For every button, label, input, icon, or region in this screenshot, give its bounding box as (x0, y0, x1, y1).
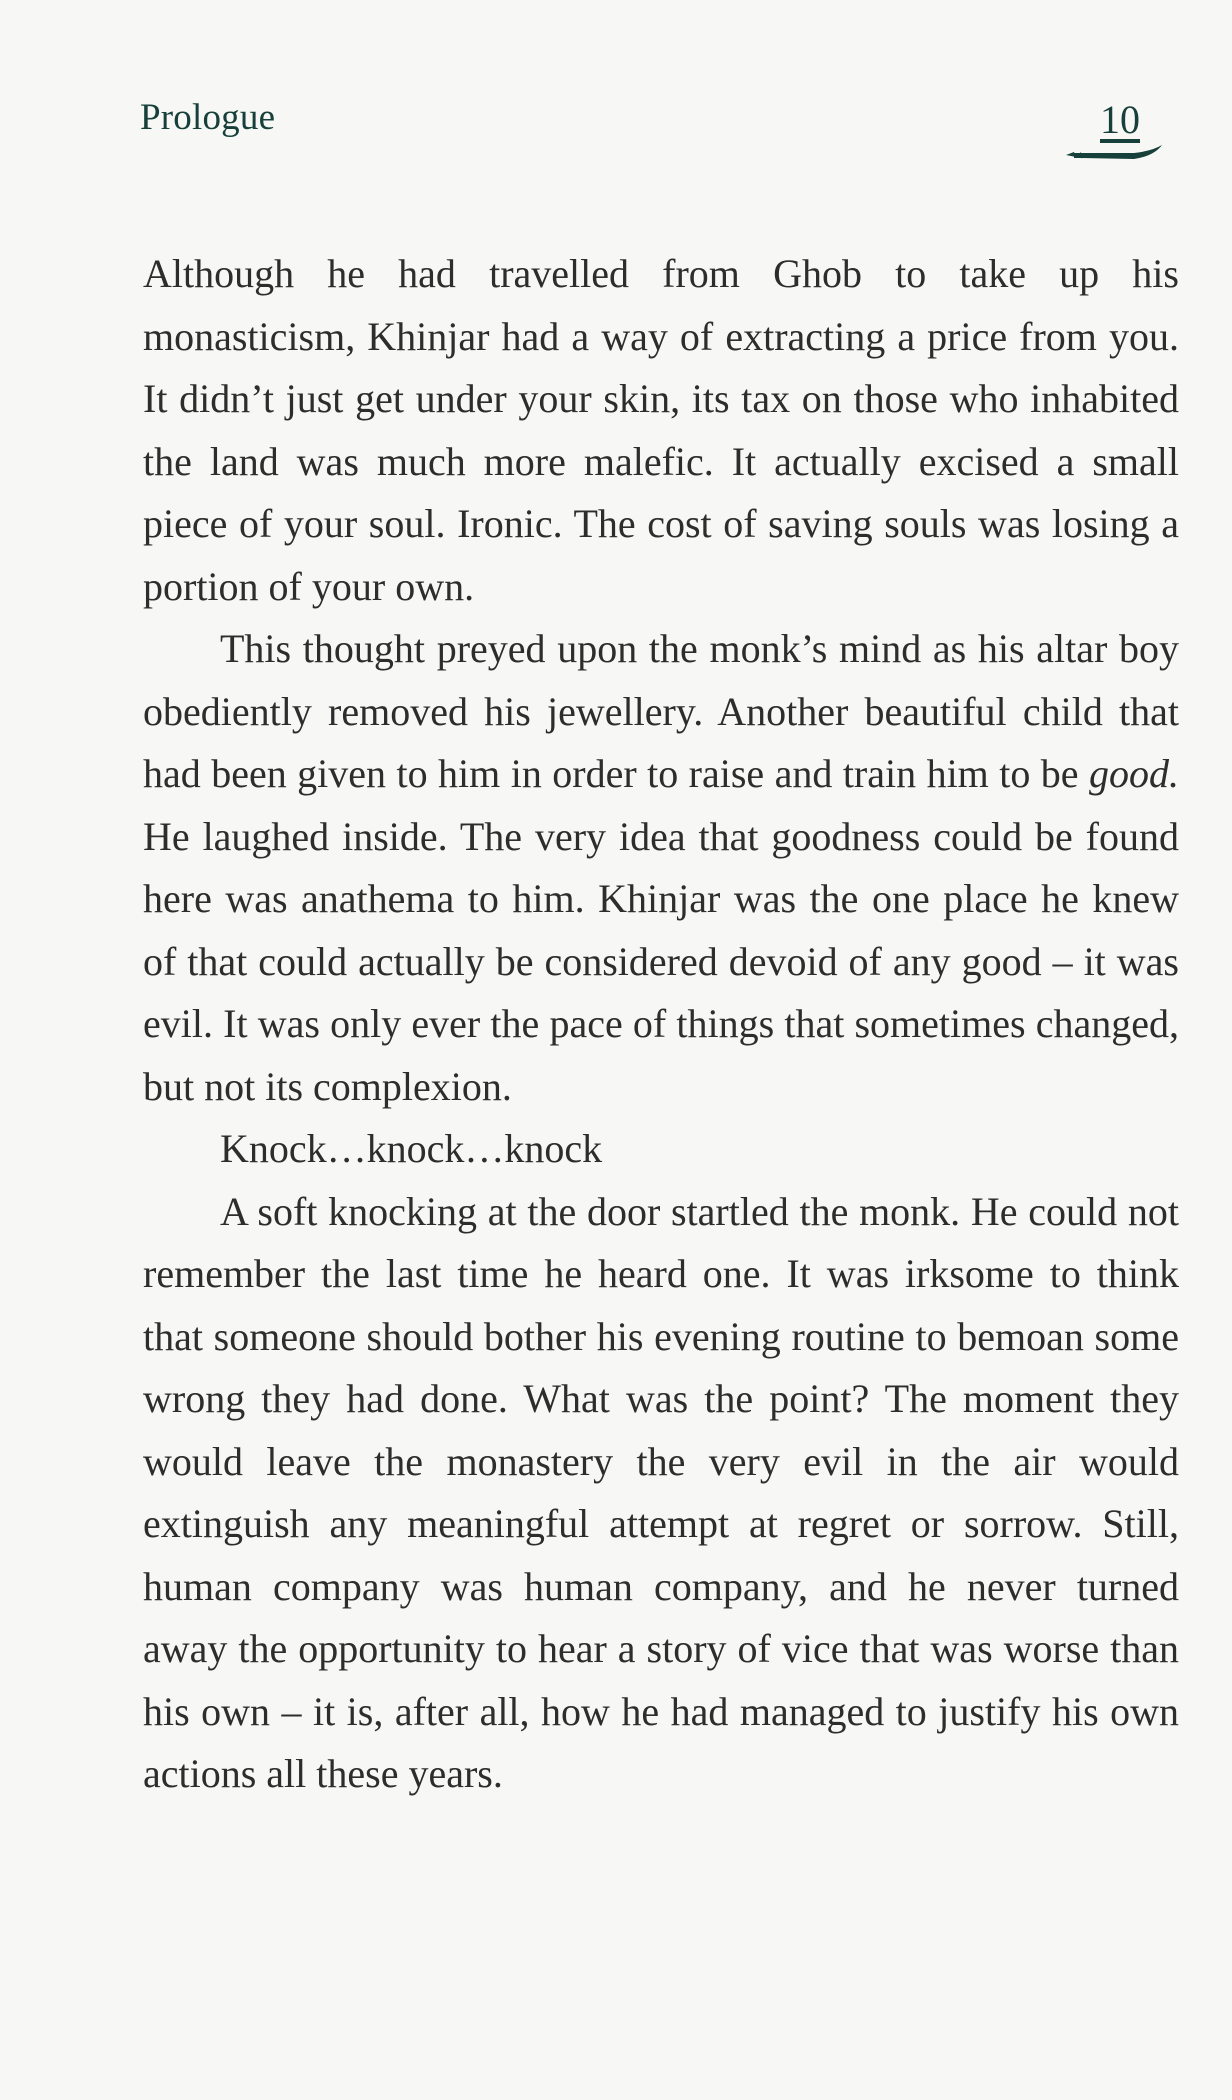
paragraph-text: A soft knocking at the door startled the monk. He could not remember the last time he heard one. It was irksome to think that someone should bother his evening routine to bemoan some wrong they had done. What was the point? The moment they would leave the monastery the very evil in the air would extinguish any meaningful attempt at regret or sorrow. Still, human company was human company, and he never turned away the opportunity to hear a story of vice that was worse than his own – it is, after all, how he had managed to justify his own actions all these years. (143, 1188, 1179, 1796)
paragraph (143, 243, 1179, 618)
italic-text: good. (1089, 751, 1179, 796)
body-text (143, 243, 1179, 1806)
paragraph-text: Although he had travelled from Ghob to take up his monasticism, Khinjar had a way of extracting a price from you. It didn’t just get under your skin, its tax on those who inhabited the land was much more malefic. It actually excised a small piece of your soul. Ironic. The cost of saving souls was losing a portion of your own. (143, 251, 1179, 609)
paragraph (143, 1118, 1179, 1181)
page-number: 10 (1100, 97, 1140, 142)
dagger-icon (1064, 144, 1164, 166)
paragraph-text: He laughed inside. The very idea that goodness could be found here was anathema to him. Khinjar was the one place he knew of that could actually be considered devoid of any good – it was evil. It was only ever the pace of things that sometimes changed, but not its complexion. (143, 813, 1179, 1109)
paragraph-text: This thought preyed upon the monk’s mind as his altar boy obediently removed his jewellery. Another beautiful child that had been given to him in order to raise and train him to be (143, 626, 1179, 796)
paragraph-text: Knock…knock…knock (220, 1126, 603, 1171)
running-head: Prologue (140, 97, 276, 138)
paragraph (143, 618, 1179, 1118)
page-number-block (1056, 92, 1166, 162)
paragraph (143, 1181, 1179, 1806)
